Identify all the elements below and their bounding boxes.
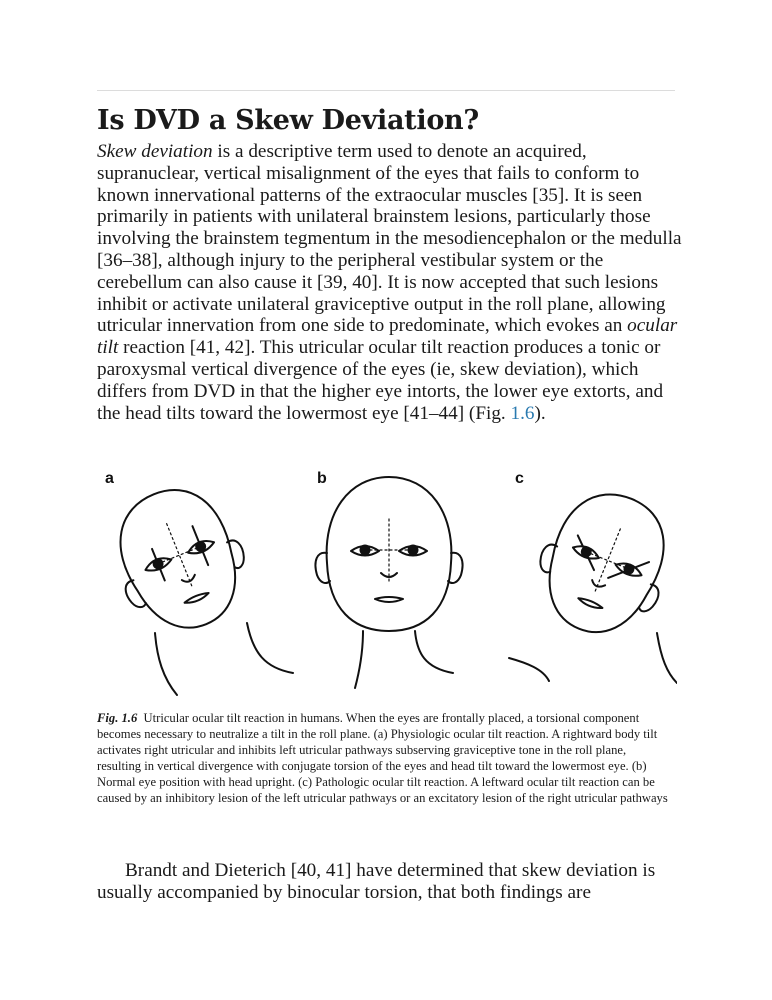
panel-label-b: b <box>317 470 327 487</box>
face-panel-b <box>315 477 462 688</box>
face-panel-a <box>97 471 293 695</box>
paragraph-brandt-dieterich: Brandt and Dieterich [40, 41] have determined that skew deviation is usually accompanied by binocular torsion, that both findings are <box>97 860 656 903</box>
paragraph1-text-a: is a descriptive term used to denote an acquired, supranuclear, vertical misalignment of the eyes that fails to conform to known innervational patterns of the extraocular muscles [35]. It is seen primarily in patients with unilateral brainstem lesions, particularly those involving the brainstem tegmentum in the mesodiencephalon or the medulla [36–38], although injury to the peripheral vestibular system or the cerebellum can also cause it [39, 40]. It is now accepted that such lesions inhibit or activate unilateral graviceptive output in the roll plane, allowing utricular innervation from one side to predominate, which evokes an <box>97 141 682 337</box>
panel-label-c: c <box>515 470 524 487</box>
figure-caption-label: Fig. 1.6 <box>97 711 138 725</box>
face-panel-c <box>509 475 677 683</box>
figure-caption <box>97 711 672 806</box>
paragraph1-text-c: ). <box>534 402 546 424</box>
header-rule <box>97 90 675 91</box>
figure-reference-link[interactable]: 1.6 <box>510 402 535 424</box>
panel-label-a: a <box>105 470 114 487</box>
ocular-tilt-figure <box>97 463 677 703</box>
ocular-tilt-illustration <box>97 463 677 703</box>
figure-caption-text: Utricular ocular tilt reaction in humans. When the eyes are frontally placed, a torsional component becomes necessary to neutralize a tilt in the roll plane. (a) Physiologic ocular tilt reaction. A rightward body tilt activates right utricular and inhibits left utricular pathways subserving graviceptive tone in the roll plane, resulting in vertical divergence with conjugate torsion of the eyes and head tilt toward the lowermost eye. (b) Normal eye position with head upright. (c) Pathologic ocular tilt reaction. A leftward ocular tilt reaction can be caused by an inhibitory lesion of the left utricular pathways or an excitatory lesion of the right utricular pathways <box>97 711 668 805</box>
term-ocular-tilt: ocular tilt <box>97 315 678 359</box>
paragraph-skew-deviation <box>97 141 687 424</box>
term-skew-deviation: Skew deviation <box>97 141 213 162</box>
paragraph1-text-b: reaction [41, 42]. This utricular ocular tilt reaction produces a tonic or paroxysmal vertical divergence of the eyes (ie, skew deviation), which differs from DVD in that the higher eye intorts, the lower eye extorts, and the head tilts toward the lowermost eye [41–44] (Fig. <box>97 337 664 424</box>
section-title: Is DVD a Skew Deviation? <box>97 105 479 136</box>
